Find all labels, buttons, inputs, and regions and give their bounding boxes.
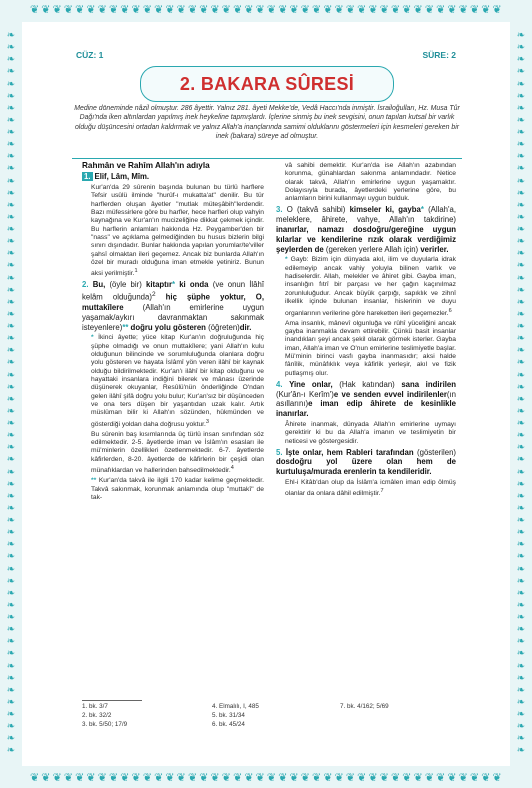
surah-title-box: [140, 66, 394, 102]
border-motif-icon: ❧: [6, 624, 16, 636]
surah-title: 2. BAKARA SÛRESİ: [179, 73, 355, 94]
verse-4: 4. Yine onlar, (Hak katından) sana indirilen (Kur'ân-ı Kerîm')e ve senden evvel indirilenler(ın asıllarını)e iman edip âhirete de kesinlikle inanırlar.: [276, 379, 457, 419]
footnote-ref[interactable]: 1: [134, 268, 138, 275]
border-motif-icon: ❧: [6, 139, 16, 151]
verse-3-note-2: Ama insanlık, mânevî olgunluğa ve rûhî yüceliğini ancak gayba inanmakla devam ettirebilir. Çünkü basit insanlar inandıkları şeyi ancak şekil olarak görmek isterler. Gayba iman, Allah'a iman ve O'nun emirlerine teslimiyetle başlar. Mü'minin birinci vasfı gayba inanmasıdır; aksi halde fânîlik, münâfıklık veya kâfirlik yerleşir, akıl ve fizik putlaşmış olur.: [285, 319, 456, 377]
border-motif-icon: ❦: [154, 3, 164, 16]
border-motif-icon: ❦: [63, 771, 74, 784]
asterisk-mark: **: [91, 477, 97, 485]
border-motif-icon: ❧: [6, 296, 16, 308]
border-motif-icon: ❧: [6, 187, 16, 199]
border-motif-icon: ❧: [516, 345, 526, 357]
border-motif-icon: ❧: [516, 442, 526, 454]
border-motif-icon: ❦: [165, 771, 175, 784]
bottom-ornament: [30, 771, 502, 785]
footnote-ref[interactable]: 4: [230, 465, 234, 472]
border-motif-icon: ❧: [516, 139, 526, 151]
border-motif-icon: ❧: [6, 490, 16, 502]
verse-number: 5.: [276, 447, 283, 457]
border-motif-icon: ❧: [516, 587, 526, 599]
top-ornament: [30, 3, 502, 17]
border-motif-icon: ❦: [233, 771, 243, 784]
border-motif-icon: ❧: [6, 236, 16, 248]
border-motif-icon: ❧: [516, 211, 526, 223]
asterisk-mark: *: [171, 280, 176, 290]
border-motif-icon: ❦: [447, 3, 457, 16]
asterisk-mark: **: [122, 322, 129, 332]
verse-number: 2.: [82, 280, 89, 290]
border-motif-icon: ❦: [255, 771, 265, 784]
footnote: 6. bk. 45/24: [212, 721, 245, 728]
border-motif-icon: ❦: [469, 3, 480, 16]
footnote-separator: [82, 700, 142, 701]
note-text: Kur'an'da takvâ ile ilgili 170 kadar kelime geçmektedir. Takvâ sakınmak, korunmak anlamında olup "muttakî" de tak-: [91, 477, 264, 502]
border-motif-icon: ❧: [516, 478, 526, 490]
footnote-column-3: [340, 702, 389, 711]
border-motif-icon: ❦: [41, 3, 51, 16]
border-motif-icon: ❧: [6, 369, 16, 381]
border-motif-icon: ❧: [516, 175, 526, 187]
border-motif-icon: ❧: [6, 721, 16, 733]
border-motif-icon: ❦: [312, 3, 322, 16]
asterisk-mark: *: [285, 256, 288, 264]
border-motif-icon: ❧: [6, 114, 16, 126]
verse-5-note: [276, 479, 456, 499]
border-motif-icon: ❦: [187, 3, 198, 16]
footnote: 5. bk. 31/34: [212, 712, 245, 719]
border-motif-icon: ❧: [516, 696, 526, 708]
border-motif-icon: ❧: [516, 684, 526, 696]
border-motif-icon: ❦: [30, 3, 40, 16]
left-column: [82, 162, 264, 504]
border-motif-icon: ❧: [6, 502, 16, 514]
border-motif-icon: ❦: [199, 3, 209, 16]
border-motif-icon: ❧: [6, 430, 16, 442]
border-motif-icon: ❦: [458, 3, 468, 16]
note-text: Ehl-i Kitâb'dan olup da İslâm'a icmâlen iman edip ölmüş olanlar da onlara dâhil edilmiştir.: [285, 478, 456, 498]
border-motif-icon: ❦: [108, 3, 119, 16]
border-motif-icon: ❦: [75, 3, 85, 16]
border-motif-icon: ❧: [6, 308, 16, 320]
border-motif-icon: ❦: [413, 771, 423, 784]
border-motif-icon: ❦: [447, 771, 457, 784]
border-motif-icon: ❦: [391, 771, 401, 784]
border-motif-icon: ❦: [289, 3, 299, 16]
border-motif-icon: ❧: [516, 42, 526, 54]
border-motif-icon: ❦: [278, 3, 288, 16]
border-motif-icon: ❧: [516, 612, 526, 623]
border-motif-icon: ❧: [516, 418, 526, 429]
border-motif-icon: ❧: [6, 357, 16, 369]
border-motif-icon: ❧: [516, 430, 526, 442]
border-motif-icon: ❧: [516, 114, 526, 126]
verse-3-note-1: [276, 256, 456, 318]
border-motif-icon: ❦: [334, 771, 344, 784]
border-motif-icon: ❦: [154, 771, 164, 784]
border-motif-icon: ❧: [516, 515, 526, 526]
border-motif-icon: ❦: [436, 3, 446, 16]
border-motif-icon: ❦: [142, 3, 153, 16]
border-motif-icon: ❧: [6, 248, 16, 260]
border-motif-icon: ❧: [6, 199, 16, 211]
border-motif-icon: ❦: [108, 771, 119, 784]
border-motif-icon: ❦: [402, 3, 412, 16]
border-motif-icon: ❧: [6, 42, 16, 54]
border-motif-icon: ❧: [516, 272, 526, 284]
border-motif-icon: ❧: [516, 369, 526, 381]
border-motif-icon: ❧: [516, 599, 526, 611]
verse-2-note-2: [82, 431, 264, 476]
border-motif-icon: ❦: [63, 3, 74, 16]
border-motif-icon: ❧: [6, 260, 16, 272]
border-motif-icon: ❦: [233, 3, 243, 16]
border-motif-icon: ❧: [6, 163, 16, 175]
border-motif-icon: ❦: [244, 771, 254, 784]
footnote-ref[interactable]: 3: [205, 418, 209, 425]
verse-2-note-1: [82, 334, 264, 429]
border-motif-icon: ❧: [6, 636, 16, 648]
footnote: 1. bk. 3/7: [82, 703, 108, 710]
border-motif-icon: ❧: [6, 648, 16, 660]
border-motif-icon: ❧: [516, 733, 526, 745]
border-motif-icon: ❧: [6, 515, 16, 526]
border-motif-icon: ❧: [516, 454, 526, 466]
border-motif-icon: ❧: [6, 672, 16, 684]
border-motif-icon: ❧: [6, 151, 16, 163]
border-motif-icon: ❧: [516, 248, 526, 260]
divider: [72, 158, 462, 159]
border-motif-icon: ❧: [6, 575, 16, 587]
border-motif-icon: ❦: [278, 771, 288, 784]
border-motif-icon: ❦: [379, 3, 389, 16]
verse-3: 3. O (takvâ sahibi) kimseler ki, gayba* (Allah'a, meleklere, âhirete, vahye, Allah'ın takdirine) inanırlar, namazı dosdoğru/gereğine uygun kılarlar ve kendilerine rızık olarak verdiğimiz şeylerden de (gereken yerlere Allah için) verirler.: [276, 205, 456, 254]
border-motif-icon: ❧: [516, 151, 526, 163]
border-motif-icon: ❦: [165, 3, 175, 16]
border-motif-icon: ❧: [6, 745, 16, 757]
verse-number: 4.: [276, 379, 283, 389]
note-text: Gayb: Bizim için dünyada akıl, ilim ve duyularla idrak edilemeyip ancak vahiy yoluyla bilinen varlık ve hadiselerdir. Allah, melekler ve âhiret gibi. Gayba iman, insanlığın fıtrî bir parçası ve her çağın kaçınılmaz zorunluluğudur. Ancak büyük çarpığı, sapıklık ve zihnî ilkellik içinde bulunan insanlar, hislerinin ve duyu organlarının verilerine göre hareketten ileri geçemezler.: [285, 256, 456, 317]
asterisk-mark: *: [91, 334, 94, 342]
border-motif-icon: ❧: [516, 563, 526, 575]
border-motif-icon: ❦: [176, 3, 186, 16]
border-motif-icon: ❦: [221, 771, 231, 784]
border-motif-icon: ❦: [300, 3, 310, 16]
border-motif-icon: ❧: [6, 127, 16, 138]
border-motif-icon: ❧: [6, 66, 16, 78]
border-motif-icon: ❦: [41, 771, 51, 784]
border-motif-icon: ❧: [516, 260, 526, 272]
border-motif-icon: ❧: [6, 90, 16, 102]
border-motif-icon: ❦: [379, 771, 389, 784]
border-motif-icon: ❧: [6, 587, 16, 599]
border-motif-icon: ❧: [516, 672, 526, 684]
border-motif-icon: ❧: [516, 308, 526, 320]
border-motif-icon: ❦: [244, 3, 254, 16]
border-motif-icon: ❦: [97, 3, 107, 16]
border-motif-icon: ❧: [516, 236, 526, 248]
border-motif-icon: ❧: [6, 599, 16, 611]
border-motif-icon: ❦: [413, 3, 423, 16]
border-motif-icon: ❦: [345, 3, 356, 16]
border-motif-icon: ❧: [516, 551, 526, 563]
surah-label: SÜRE: 2: [422, 50, 456, 60]
border-motif-icon: ❧: [516, 466, 526, 478]
verse-4-note: Âhirete inanmak, dünyada Allah'ın emirlerine uymayı gerektirir ki bu da Allah'a imanın ve teslimiyetin bir neticesi ve göstergesidir.: [285, 420, 456, 445]
border-motif-icon: ❧: [516, 381, 526, 393]
border-motif-icon: ❧: [6, 54, 16, 66]
basmala-heading: Rahmân ve Rahîm Allah'ın adıyla: [82, 161, 210, 170]
border-motif-icon: ❧: [516, 163, 526, 175]
border-motif-icon: ❧: [516, 539, 526, 551]
border-motif-icon: ❧: [516, 321, 526, 332]
border-motif-icon: ❦: [52, 3, 62, 16]
left-ornament: [4, 30, 18, 758]
border-motif-icon: ❧: [516, 357, 526, 369]
border-motif-icon: ❧: [516, 296, 526, 308]
border-motif-icon: ❧: [516, 30, 526, 41]
verse-text: Elif, Lâm, Mîm.: [94, 172, 150, 182]
verse-2: 2. Bu, (öyle bir) kitaptır* ki onda (ve onun İlâhî kelâm olduğunda)$^2$ hiç şüphe yoktur, O, muttakîlere (Allah'ın emirlerine uygun yaşamak/aykırı davranmaktan sakınmak isteyenlere)** doğru yolu gösteren (öğreten)dir.: [82, 280, 265, 332]
juz-label: CÜZ: 1: [76, 50, 104, 60]
border-motif-icon: ❧: [516, 502, 526, 514]
border-motif-icon: ❦: [312, 771, 322, 784]
verse-1-commentary: [82, 184, 264, 279]
border-motif-icon: ❧: [516, 102, 526, 114]
border-motif-icon: ❧: [6, 345, 16, 357]
border-motif-icon: ❦: [75, 771, 85, 784]
border-motif-icon: ❦: [323, 771, 333, 784]
border-motif-icon: ❦: [424, 771, 435, 784]
border-motif-icon: ❧: [6, 733, 16, 745]
border-motif-icon: ❧: [6, 442, 16, 454]
border-motif-icon: ❧: [6, 211, 16, 223]
border-motif-icon: ❧: [516, 721, 526, 733]
border-motif-icon: ❦: [323, 3, 333, 16]
footnote-column-2: [212, 702, 259, 729]
border-motif-icon: ❧: [6, 551, 16, 563]
note-text: Bu sûrenin baş kısımlarında üç türlü insan sınıfından söz edilmektedir. 2-5. âyetlerde iman ve İslâm'ın esasları ile mü'minlerin özellikleri özetlenmektedir. 6-7. âyetlerde kâfirlerden, 8-20. âyetlerde de kâfirlerin bir çeşidi olan münafıklardan ve hallerinden bahsedilmektedir.: [91, 430, 264, 475]
border-motif-icon: ❧: [516, 90, 526, 102]
border-motif-icon: ❦: [131, 3, 141, 16]
surah-introduction: Medine döneminde nâzil olmuştur. 286 âyettir. Yalnız 281. âyeti Mekke'de, Vedâ Haccı'nda inmiştir. İsrailoğulları, Hz. Musa Tûr Dağı'nda iken altınlardan yapılmış inek heykeline tapmışlardı. İçlerine sinmiş bu inek sevgisini, onun tapılan kutsal bir varlık olduğu düşüncesini ortadan kaldırmak ve yalnız Allah'a inançlarında samimi olduklarını göstermeleri için kesmeleri gereken bir inek (bakara) süreye ad olmuştur.: [74, 105, 460, 141]
border-motif-icon: ❦: [120, 771, 130, 784]
border-motif-icon: ❧: [516, 199, 526, 211]
footnote: 3. bk. 5/50; 17/9: [82, 721, 128, 728]
border-motif-icon: ❦: [30, 771, 40, 784]
border-motif-icon: ❧: [6, 478, 16, 490]
right-ornament: [514, 30, 528, 758]
border-motif-icon: ❧: [516, 66, 526, 78]
border-motif-icon: ❧: [6, 272, 16, 284]
border-motif-icon: ❧: [6, 333, 16, 345]
border-motif-icon: ❦: [86, 771, 96, 784]
border-motif-icon: ❦: [458, 771, 468, 784]
border-motif-icon: ❧: [516, 624, 526, 636]
border-motif-icon: ❧: [516, 636, 526, 648]
border-motif-icon: ❧: [516, 187, 526, 199]
border-motif-icon: ❧: [516, 333, 526, 345]
border-motif-icon: ❦: [142, 771, 153, 784]
border-motif-icon: ❧: [6, 660, 16, 672]
verse-2-note-3: [82, 477, 264, 502]
asterisk-mark: *: [420, 205, 424, 215]
border-motif-icon: ❧: [6, 393, 16, 405]
footnote-ref[interactable]: 2: [151, 291, 156, 299]
border-motif-icon: ❦: [210, 3, 220, 16]
border-motif-icon: ❧: [516, 527, 526, 539]
border-motif-icon: ❧: [516, 224, 526, 235]
commentary-text: Kur'an'da 29 sûrenin başında bulunan bu türlü harflere Tefsir usûlü ilminde "hurûf-ı mukatta'at" denilir. Bu tür harflerden oluşan âyetler "mutlak müteşâbih"lerdendir. Bazı müfessirlere göre bu harfler, hece harfleri olup vahyin kaynağına ve Kur'an'ın mucizeliğine dikkat çekmek içindir. Bu harflerin anlamları hakkında Hz. Peygamber'den bir "nass" ve açıklama gelmediğinden bu husus bizlerin bilgi sınırı dışındadır. Bunlar hakkında yapılan yorumlar/te'viller şahsî olmaktan ileri geçemez. Ancak biz bunlarda Allah'ın özel bir muradı olduğuna iman etmekle yetiniriz. Bunun aksi yerilmiştir.: [91, 183, 264, 278]
border-motif-icon: ❦: [334, 3, 344, 16]
verse-1: [82, 172, 264, 182]
border-motif-icon: ❦: [266, 771, 277, 784]
border-motif-icon: ❦: [255, 3, 265, 16]
border-motif-icon: ❧: [6, 539, 16, 551]
border-motif-icon: ❦: [345, 771, 356, 784]
border-motif-icon: ❧: [6, 454, 16, 466]
border-motif-icon: ❧: [516, 709, 526, 720]
border-motif-icon: ❦: [357, 771, 367, 784]
takva-note-continued: vâ sahibi demektir. Kur'an'da ise Allah'ın azabından korunma, günahlardan sakınma anlamındadır. Netice olarak takvâ, Allah'ın emirlerine uygun yaşamaktır. Dolayısıyla burada, âyetlerdeki yerlerine göre, bu anlamların birini kullanmayı uygun bulduk.: [285, 162, 456, 203]
border-motif-icon: ❧: [516, 54, 526, 66]
border-motif-icon: ❦: [289, 771, 299, 784]
border-motif-icon: ❧: [6, 709, 16, 720]
border-motif-icon: ❦: [199, 771, 209, 784]
border-motif-icon: ❧: [6, 381, 16, 393]
border-motif-icon: ❦: [492, 3, 502, 16]
border-motif-icon: ❦: [357, 3, 367, 16]
border-motif-icon: ❦: [469, 771, 480, 784]
border-motif-icon: ❦: [368, 3, 378, 16]
footnote-column-1: [82, 702, 127, 729]
border-motif-icon: ❦: [187, 771, 198, 784]
border-motif-icon: ❧: [6, 684, 16, 696]
note-text: İkinci âyette; yüce kitap Kur'an'ın doğruluğunda hiç şüphe olmadığı ve onun muttakîlere; yani Allah'ın kulu olduğunun bilincinde ve sorumluluğunda olanlara doğru yolu gösteren ve hayata İslâmî yön veren ilâhî bir kaynak olduğu bildirilmektedir. Kur'an'ı ilâhî bir kitap olduğunu ve hayattaki insanlara indiğini bilerek ve mânası üzerinde düşünerek okuyanlar, Resûlü'nün önderliğinde O'ndan gelen ilâhî şifâ doğru yolu bulur; Kur'an'sız bir düşünceden ve ona ters düşen bir yaşantıdan uzak kalır. Artık müslüman bilir ki Allah'ın sözünden, hükmünden ve gösterdiği yoldan daha doğrusu yoktur.: [91, 334, 264, 428]
border-motif-icon: ❧: [6, 612, 16, 623]
border-motif-icon: ❦: [131, 771, 141, 784]
footnote: 7. bk. 4/162; 5/69: [340, 703, 389, 710]
border-motif-icon: ❦: [86, 3, 96, 16]
border-motif-icon: ❧: [6, 527, 16, 539]
border-motif-icon: ❦: [481, 771, 491, 784]
border-motif-icon: ❦: [52, 771, 62, 784]
border-motif-icon: ❧: [6, 284, 16, 296]
border-motif-icon: ❧: [516, 393, 526, 405]
border-motif-icon: ❦: [97, 771, 107, 784]
border-motif-icon: ❦: [266, 3, 277, 16]
border-motif-icon: ❧: [516, 78, 526, 90]
border-motif-icon: ❧: [516, 648, 526, 660]
border-motif-icon: ❧: [6, 78, 16, 90]
border-motif-icon: ❧: [6, 563, 16, 575]
border-motif-icon: ❧: [516, 405, 526, 417]
border-motif-icon: ❦: [492, 771, 502, 784]
page-header: [76, 48, 456, 64]
border-motif-icon: ❦: [120, 3, 130, 16]
border-motif-icon: ❦: [436, 771, 446, 784]
right-column: [276, 162, 456, 500]
border-motif-icon: ❧: [6, 224, 16, 235]
footnote-ref[interactable]: 7: [380, 488, 384, 495]
border-motif-icon: ❧: [6, 405, 16, 417]
verse-number: 3.: [276, 205, 283, 215]
footnote-ref[interactable]: 6: [448, 307, 452, 314]
border-motif-icon: ❦: [221, 3, 231, 16]
border-motif-icon: ❦: [300, 771, 310, 784]
border-motif-icon: ❧: [6, 466, 16, 478]
border-motif-icon: ❧: [516, 745, 526, 757]
border-motif-icon: ❧: [6, 175, 16, 187]
border-motif-icon: ❧: [516, 575, 526, 587]
border-motif-icon: ❧: [6, 418, 16, 429]
border-motif-icon: ❧: [6, 102, 16, 114]
border-motif-icon: ❦: [391, 3, 401, 16]
verse-number: 1.: [84, 172, 91, 182]
border-motif-icon: ❧: [6, 321, 16, 332]
footnote: 2. bk. 32/2: [82, 712, 112, 719]
border-motif-icon: ❧: [516, 284, 526, 296]
border-motif-icon: ❧: [516, 490, 526, 502]
border-motif-icon: ❧: [516, 660, 526, 672]
border-motif-icon: ❧: [516, 127, 526, 138]
border-motif-icon: ❧: [6, 30, 16, 41]
border-motif-icon: ❦: [368, 771, 378, 784]
border-motif-icon: ❦: [210, 771, 220, 784]
border-motif-icon: ❦: [481, 3, 491, 16]
footnote: 4. Elmalılı, I, 485: [212, 703, 259, 710]
border-motif-icon: ❧: [6, 696, 16, 708]
border-motif-icon: ❦: [402, 771, 412, 784]
border-motif-icon: ❦: [424, 3, 435, 16]
verse-5: 5. İşte onlar, hem Rableri tarafından (gösterilen) dosdoğru yol üzere olan hem de kurtuluşa/murada erenlerin ta kendileridir.: [276, 447, 457, 477]
border-motif-icon: ❦: [176, 771, 186, 784]
